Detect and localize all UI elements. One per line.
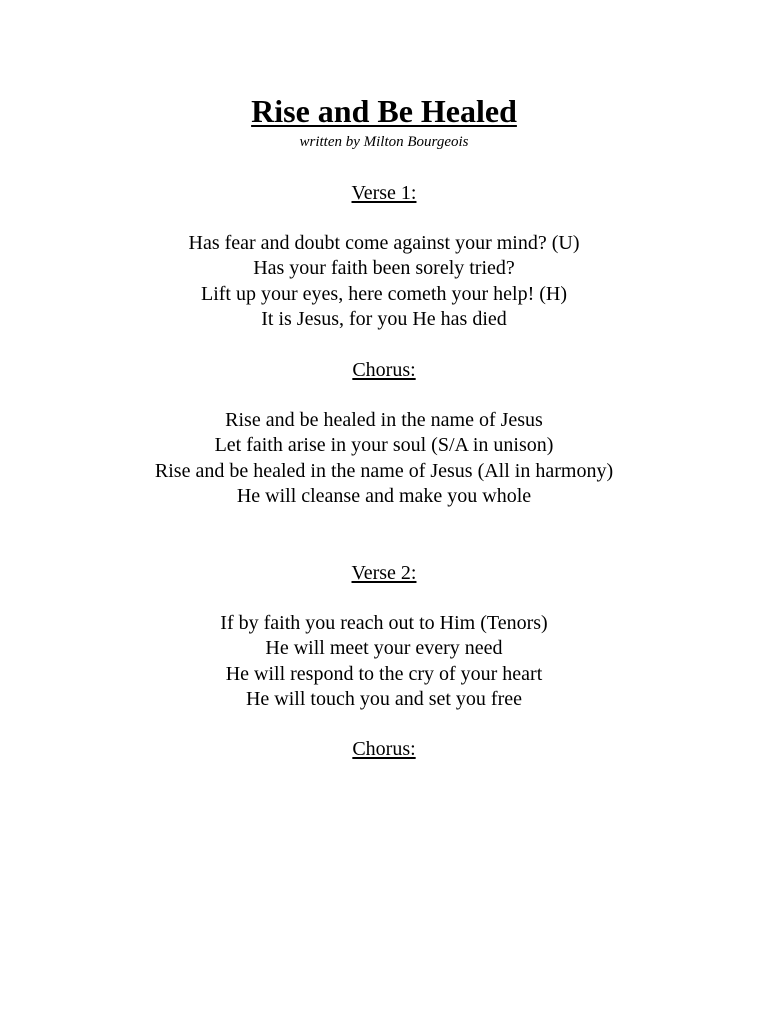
lyric-line: Lift up your eyes, here cometh your help! (H) — [201, 282, 567, 305]
song-byline: written by Milton Bourgeois — [299, 134, 469, 150]
lyric-line: Has your faith been sorely tried? — [253, 257, 515, 280]
verse-1-lyrics — [0, 231, 768, 332]
verse-2-heading: Verse 2: — [351, 562, 417, 584]
lyric-line: He will respond to the cry of your heart — [225, 662, 543, 685]
lyric-line: Let faith arise in your soul (S/A in unison) — [214, 434, 554, 457]
verse-2-lyrics — [0, 611, 768, 712]
lyric-line: He will cleanse and make you whole — [236, 484, 532, 507]
chorus-repeat-heading: Chorus: — [352, 738, 416, 760]
lyric-line: He will touch you and set you free — [245, 687, 523, 710]
lyric-line: Rise and be healed in the name of Jesus — [225, 409, 543, 431]
lyric-line: If by faith you reach out to Him (Tenors) — [220, 612, 548, 634]
song-title: Rise and Be Healed — [251, 93, 517, 129]
verse-1-heading: Verse 1: — [351, 182, 417, 204]
chorus-lyrics — [0, 408, 768, 509]
lyric-line: Has fear and doubt come against your mind? (U) — [188, 232, 580, 254]
lyric-line: It is Jesus, for you He has died — [261, 307, 507, 330]
chorus-heading: Chorus: — [352, 359, 416, 381]
lyric-line: He will meet your every need — [265, 637, 503, 660]
lyric-line: Rise and be healed in the name of Jesus (All in harmony) — [154, 459, 614, 482]
